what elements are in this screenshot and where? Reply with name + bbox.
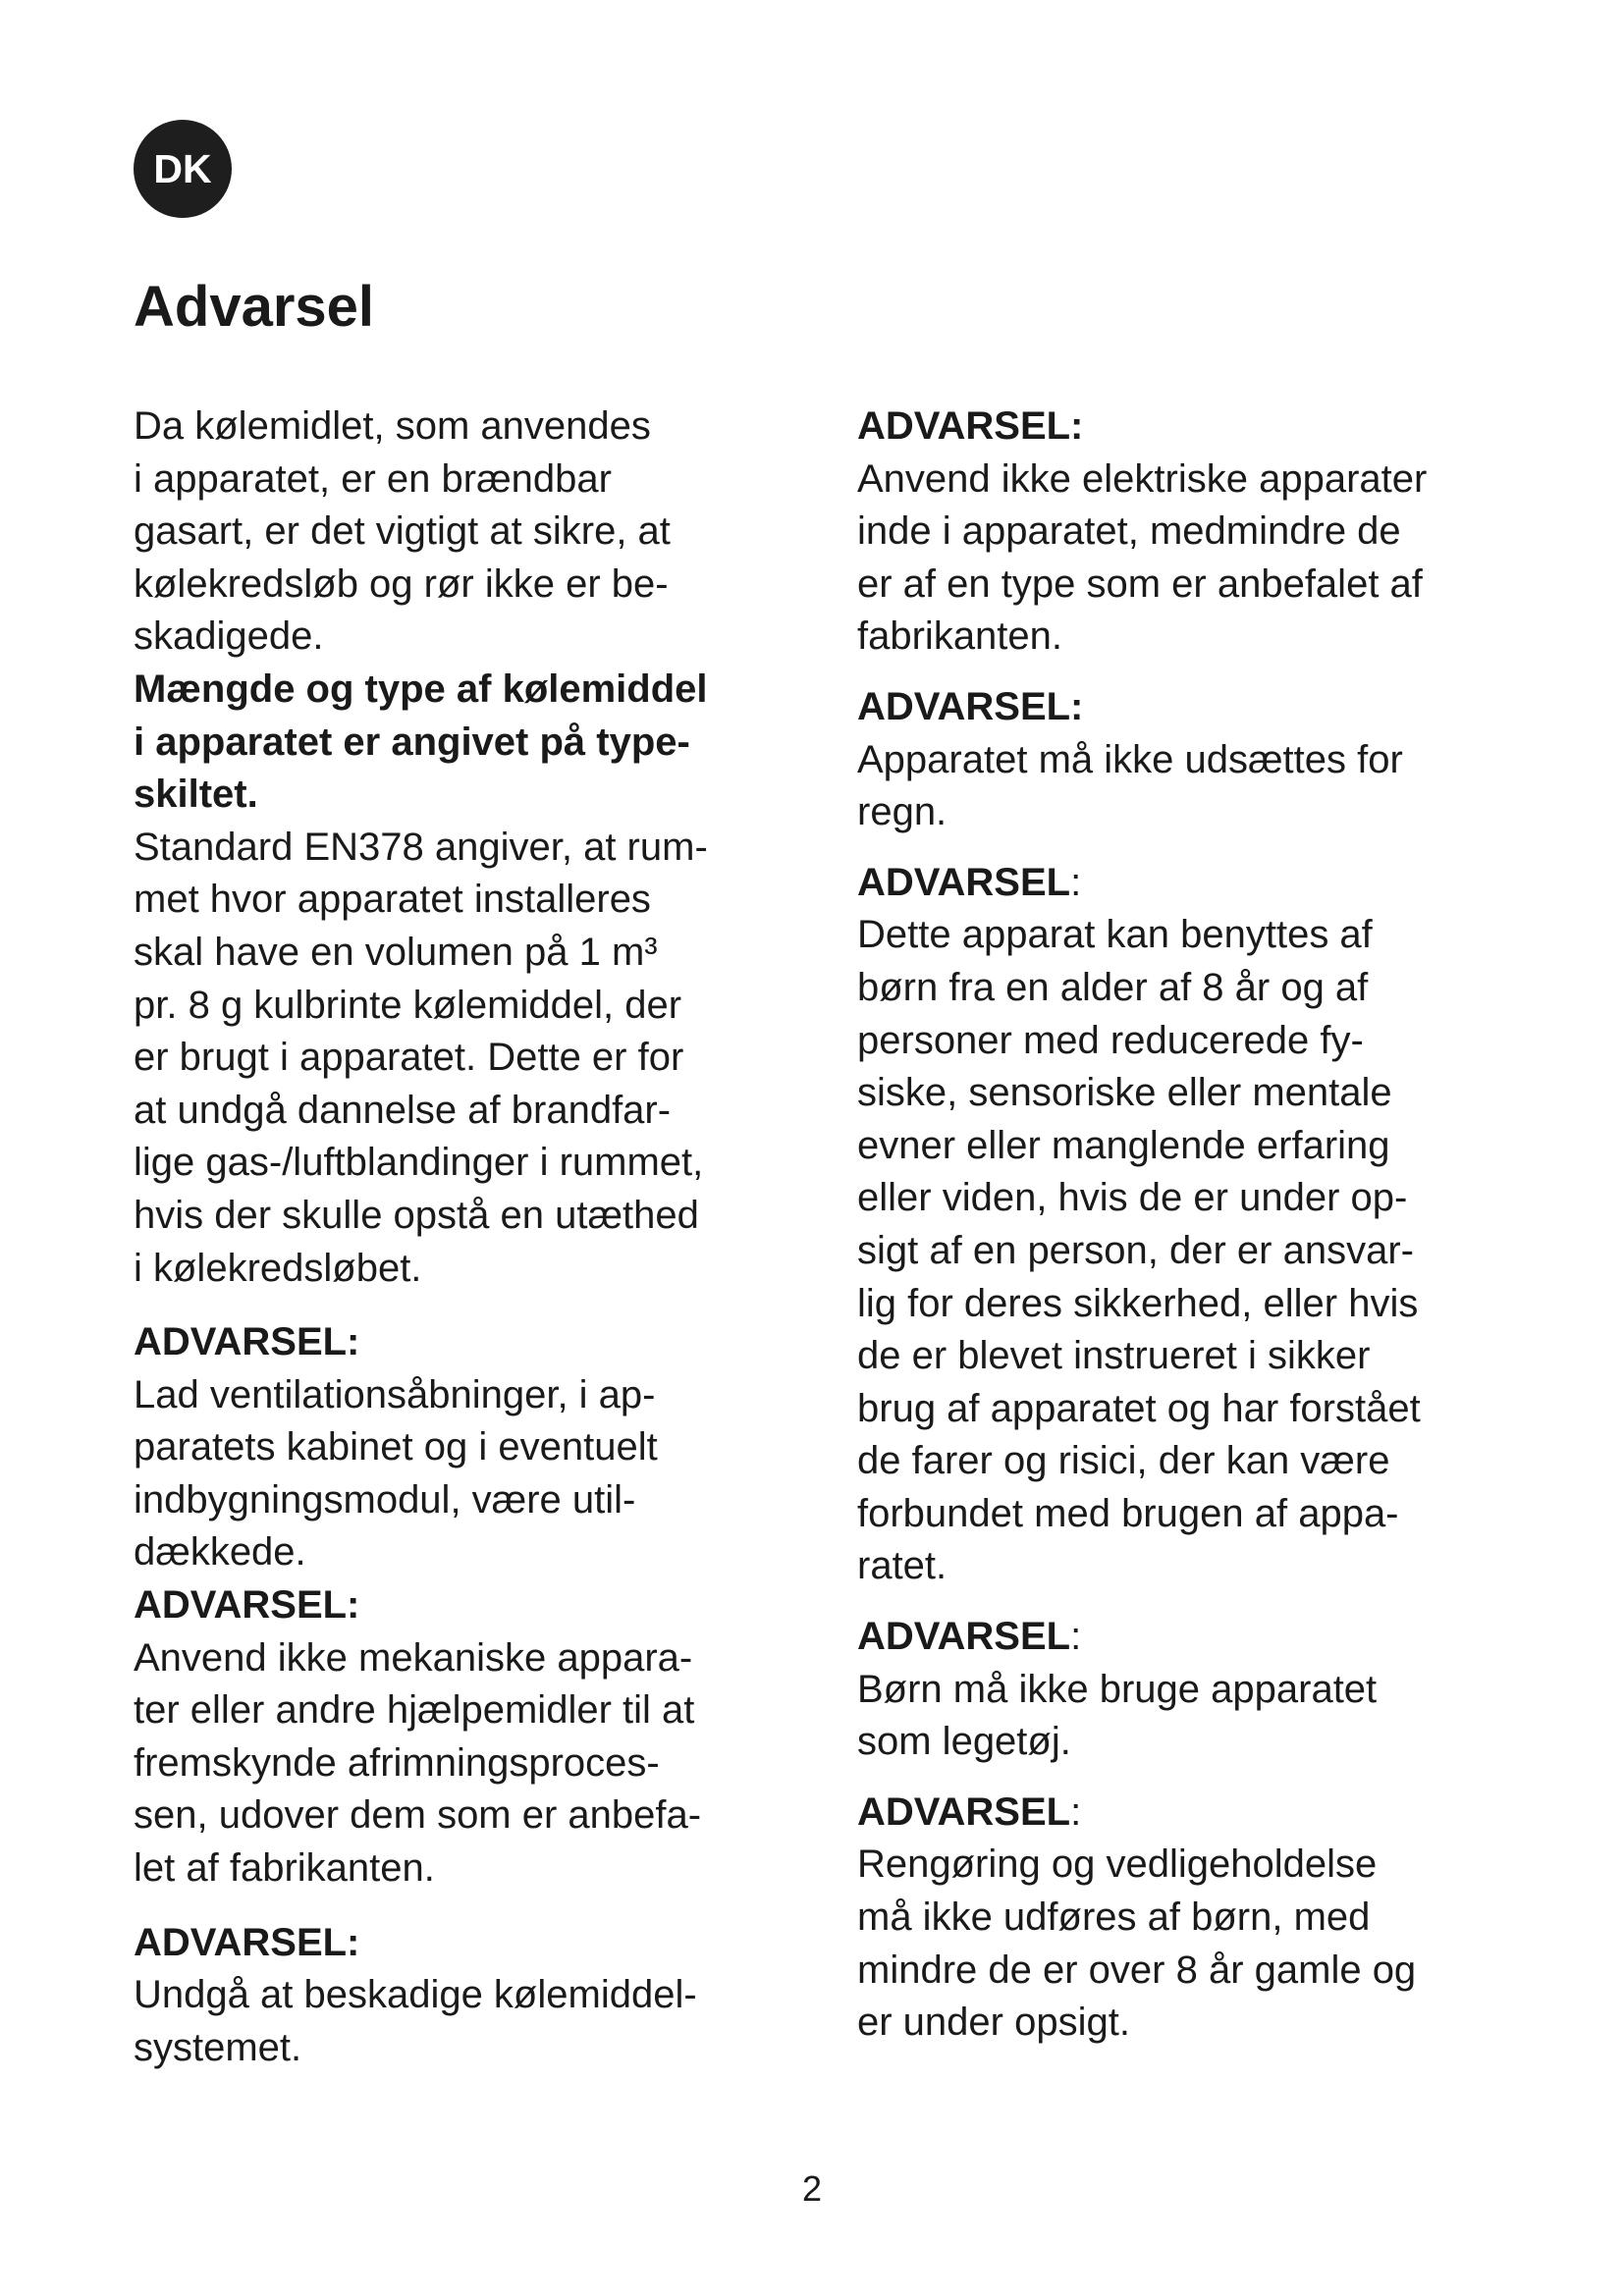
right-column [857, 400, 1544, 2050]
intro-paragraph: Da kølemidlet, som anvendes i apparatet, er en brændbar gasart, er det vigtigt at sikre, at kølekredsløb og rør ikke er be- skadigede. [134, 404, 671, 659]
warning-text: Anvend ikke mekaniske appara- ter eller andre hjælpemidler til at fremskynde afrimningsproces- sen, udover dem som er anbefa- let af fabrikanten. [134, 1635, 702, 1891]
warning-heading: ADVARSEL: [134, 1583, 360, 1628]
warning-heading: ADVARSEL: [857, 1615, 1082, 1659]
warning-heading: ADVARSEL: [857, 684, 1084, 728]
refrigerant-note: Mængde og type af kølemiddel i apparatet er angivet på type- skiltet. [134, 667, 708, 817]
left-column [134, 400, 821, 2074]
page-number: 2 [801, 2168, 823, 2209]
warning-heading: ADVARSEL: [857, 1789, 1082, 1834]
warning-text: Lad ventilationsåbninger, i ap- paratets kabinet og i eventuelt indbygningsmodul, være util- dækkede. [134, 1372, 658, 1575]
warning-heading: ADVARSEL: [857, 860, 1082, 904]
warning-heading: ADVARSEL: [857, 404, 1084, 448]
warning-text: Undgå at beskadige kølemiddel- systemet. [134, 1973, 697, 2069]
warning-text: Børn må ikke bruge apparatet som legetøj. [857, 1667, 1378, 1764]
warning-text: Apparatet må ikke udsættes for regn. [857, 737, 1403, 834]
warning-text: Rengøring og vedligeholdelse må ikke udføres af børn, med mindre de er over 8 år gamle og er under opsigt. [857, 1842, 1417, 2045]
warning-text: Dette apparat kan benyttes af børn fra en alder af 8 år og af personer med reducerede fy- siske, sensoriske eller mentale evner eller manglende erfaring eller viden, hvis de er under op- sigt af en person, der er ansvar- lig for deres sikkerhed, eller hvis de er blevet instrueret i sikker brug af apparatet og har forstået de farer og risici, der kan være forbundet med brugen af appa- ratet. [857, 913, 1421, 1588]
warning-heading: ADVARSEL: [134, 1320, 360, 1364]
warning-text: Anvend ikke elektriske apparater inde i apparatet, medmindre de er af en type som er anbefalet af fabrikanten. [857, 456, 1428, 659]
warning-heading: ADVARSEL: [134, 1920, 360, 1964]
standard-paragraph: Standard EN378 angiver, at rum- met hvor apparatet installeres skal have en volumen på 1 m³ pr. 8 g kulbrinte kølemiddel, der er brugt i apparatet. Dette er for at undgå dannelse af brandfar- lige gas-/luftblandinger i rummet, hvis der skulle opstå en utæthed i kølekredsløbet. [134, 825, 708, 1290]
language-badge: DK [134, 120, 232, 218]
page-title: Advarsel [134, 275, 375, 339]
